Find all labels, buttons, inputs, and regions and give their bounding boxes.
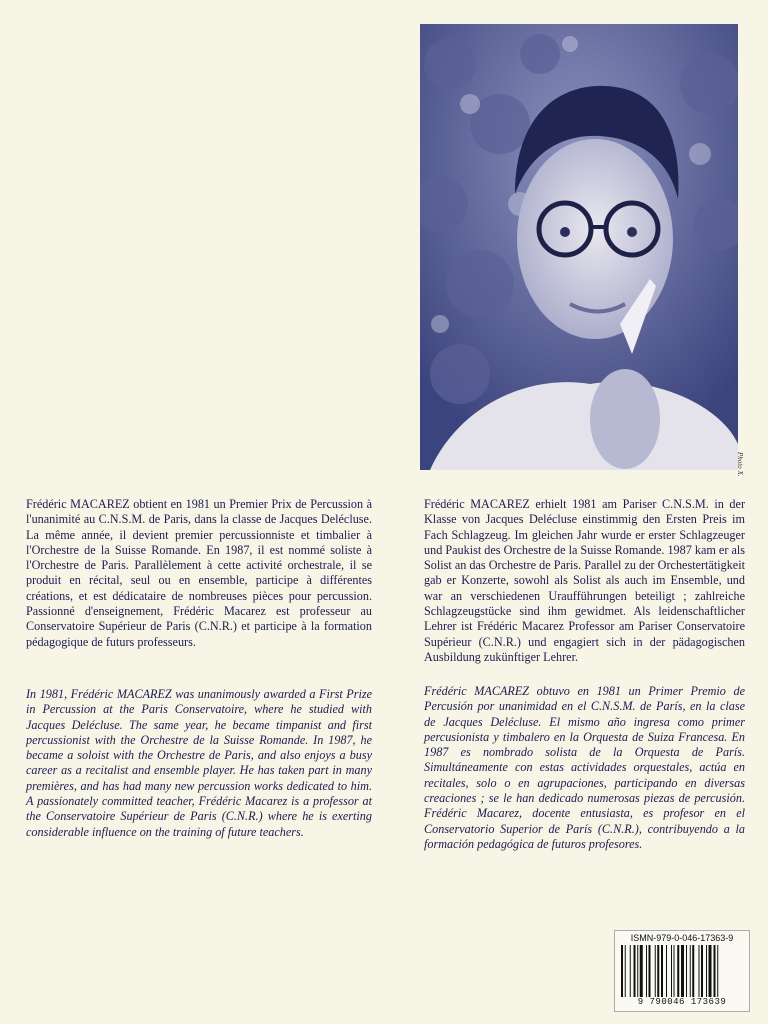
bio-german: Frédéric MACAREZ erhielt 1981 am Pariser C.N.S.M. in der Klasse von Jacques Delécluse einstimmig den Ersten Preis im Fach Schlagzeug. Im gleichen Jahr wurde er erster Schlagzeuger und Paukist des Orchestre de la Suisse Romande. 1987 kam er als Solist an das Orchestre de Paris. Parallel zu der Orchestertätigkeit gab er Konzerte, sowohl als Solist als auch im Ensemble, und war an verschiedenen Uraufführungen beteiligt ; zahlreiche Schlagzeugstücke sind ihm gewidmet. Als leidenschaftlicher Lehrer ist Frédéric Macarez Professor am Pariser Conservatoire Supérieur (C.N.R.) und engagiert sich in der pädagogischen Ausbildung zukünftiger Lehrer. bbox=[424, 497, 745, 664]
isbn-label: ISMN-979-0-046-17363-9 bbox=[630, 933, 734, 943]
photo-credit: Photo X. bbox=[736, 452, 744, 477]
barcode-bars bbox=[621, 945, 745, 997]
bio-french: Frédéric MACAREZ obtient en 1981 un Premier Prix de Percussion à l'unanimité au C.N.S.M. de Paris, dans la classe de Jacques Delécluse. La même année, il devient premier percussionniste et timbalier à l'Orchestre de la Suisse Romande. En 1987, il est nommé soliste à l'Orchestre de Paris. Parallèlement à cette activité orchestrale, il se produit en récital, seul ou en ensemble, participe à différentes créations, et est dédicataire de nombreuses pièces pour percussion. Passionné d'enseignement, Frédéric Macarez est professeur au Conservatoire Supérieur de Paris (C.N.R.) et participe à la formation pédagogique de futurs professeurs. bbox=[26, 497, 372, 649]
barcode-digits: 9 790046 173639 bbox=[637, 997, 727, 1007]
barcode bbox=[614, 930, 750, 1012]
bio-spanish: Frédéric MACAREZ obtuvo en 1981 un Primer Premio de Percusión por unanimidad en el C.N.S.M. de París, en la clase de Jacques Delécluse. El mismo año ingresa como primer percusionista y timbalero en la Orquesta de Suiza Francesa. En 1987 es nombrado solista de la Orquesta de París. Simultáneamente con estas actividades orquestales, actúa en recitales, solo o en agrupaciones, participando en diversas creaciones ; se le han dedicado numerosas piezas de percusión. Frédéric Macarez, docente entusiasta, es profesor en el Conservatorio Superior de París (C.N.R.), contribuyendo a la formación pedagógica de futuros profesores. bbox=[424, 684, 745, 851]
portrait-photo bbox=[420, 24, 738, 470]
bio-english: In 1981, Frédéric MACAREZ was unanimously awarded a First Prize in Percussion at the Paris Conservatoire, where he studied with Jacques Delécluse. The same year, he became timpanist and first percussionist with the Orchestre de la Suisse Romande. In 1987, he became a soloist with the Orchestre de Paris, and also enjoys a busy career as a recitalist and ensemble player. He has taken part in many premières, and has had many new percussion works dedicated to him. A passionately committed teacher, Frédéric Macarez is a professor at the Conservatoire Supérieur de Paris (C.N.R.) where he is exerting considerable influence on the training of future teachers. bbox=[26, 687, 372, 839]
